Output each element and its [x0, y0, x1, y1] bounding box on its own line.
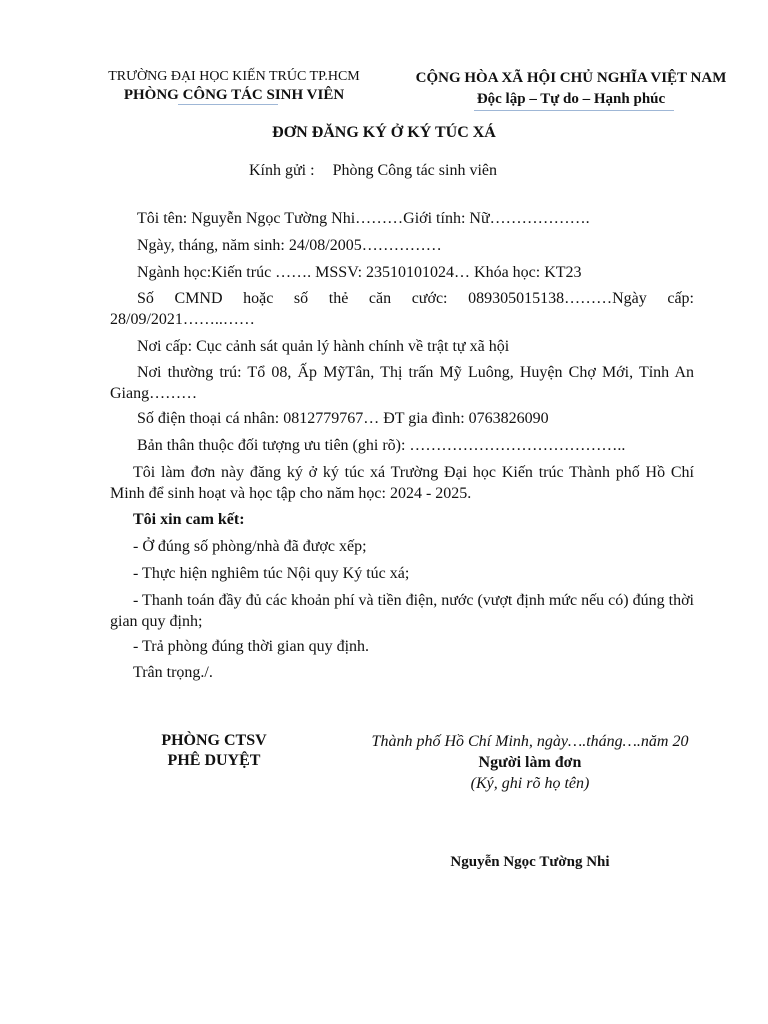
- id-card-field: Số CMND hoặc số thẻ căn cước: 089305015138………Ngày cấp: 28/09/2021……..……: [110, 290, 694, 328]
- issued-by-field: Nơi cấp: Cục cảnh sát quản lý hành chính về trật tự xã hội: [137, 338, 510, 355]
- name-gender-field: Tôi tên: Nguyễn Ngọc Tường Nhi………Giới tính: Nữ……………….: [137, 210, 590, 227]
- commitment-item: - Ở đúng số phòng/nhà đã được xếp;: [133, 538, 367, 555]
- phone-field: Số điện thoại cá nhân: 0812779767… ĐT gia đình: 0763826090: [137, 410, 549, 427]
- university-name: TRƯỜNG ĐẠI HỌC KIẾN TRÚC TP.HCM: [108, 69, 360, 84]
- applicant-block: [330, 731, 730, 794]
- major-field: Ngành học:Kiến trúc ……. MSSV: 23510101024… Khóa học: KT23: [137, 264, 582, 281]
- nation-motto: Độc lập – Tự do – Hạnh phúc: [476, 91, 666, 107]
- approval-block: [130, 731, 298, 771]
- closing-text: Trân trọng./.: [133, 664, 213, 681]
- place-date: Thành phố Hồ Chí Minh, ngày….tháng….năm 20: [371, 733, 689, 750]
- document-title: ĐƠN ĐĂNG KÝ Ở KÝ TÚC XÁ: [272, 124, 496, 141]
- priority-field: Bản thân thuộc đối tượng ưu tiên (ghi rõ): …………………………………..: [137, 437, 626, 454]
- request-paragraph: Tôi làm đơn này đăng ký ở ký túc xá Trường Đại học Kiến trúc Thành phố Hồ Chí Minh để sinh hoạt và học tập cho năm học: 2024 - 2025.: [110, 464, 694, 502]
- recipient-value: Phòng Công tác sinh viên: [332, 162, 497, 179]
- header-right-underline: [474, 110, 674, 111]
- recipient-label: Kính gửi :: [249, 162, 315, 179]
- applicant-name: Nguyễn Ngọc Tường Nhi: [450, 854, 610, 870]
- commitment-item: - Trả phòng đúng thời gian quy định.: [133, 638, 370, 655]
- commitment-item: - Thanh toán đầy đủ các khoản phí và tiền điện, nước (vượt định mức nếu có) đúng thời gian quy định;: [110, 592, 694, 630]
- header-left-underline: [178, 104, 278, 105]
- department-name: PHÒNG CÔNG TÁC SINH VIÊN: [123, 87, 345, 103]
- approval-office: PHÒNG CTSV: [161, 732, 267, 749]
- approval-label: PHÊ DUYỆT: [167, 752, 261, 769]
- commitment-item: - Thực hiện nghiêm túc Nội quy Ký túc xá;: [133, 565, 410, 582]
- commitment-heading: Tôi xin cam kết:: [133, 511, 245, 528]
- address-field: Nơi thường trú: Tổ 08, Ấp MỹTân, Thị trấn Mỹ Luông, Huyện Chợ Mới, Tỉnh An Giang………: [110, 364, 694, 402]
- recipient-line: [249, 162, 497, 180]
- nation-name: CỘNG HÒA XÃ HỘI CHỦ NGHĨA VIỆT NAM: [415, 70, 727, 86]
- applicant-label: Người làm đơn: [478, 754, 582, 771]
- header-left: [94, 68, 374, 104]
- dob-field: Ngày, tháng, năm sinh: 24/08/2005……………: [137, 237, 442, 254]
- header-right: [394, 68, 748, 110]
- signature-hint: (Ký, ghi rõ họ tên): [470, 775, 590, 792]
